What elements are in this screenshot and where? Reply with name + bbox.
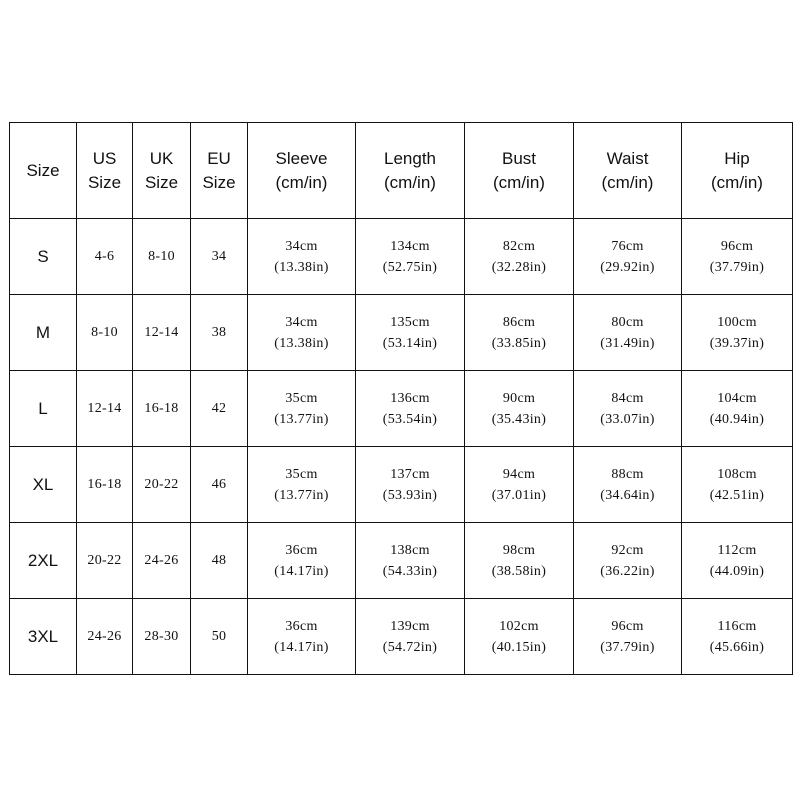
header-label: Sleeve — [275, 148, 328, 168]
hip-cell — [682, 447, 793, 523]
header-uk-size — [133, 123, 191, 219]
size-table — [9, 122, 793, 675]
in-value: (29.92in) — [600, 259, 655, 275]
sleeve-cell — [248, 295, 356, 371]
us-size-cell: 4-6 — [77, 219, 133, 295]
us-size-cell: 12-14 — [77, 371, 133, 447]
header-row — [10, 123, 793, 219]
cm-value: 76cm — [611, 238, 644, 254]
cm-value: 116cm — [717, 618, 757, 634]
size-chart — [9, 122, 792, 675]
cm-value: 98cm — [502, 542, 536, 558]
eu-size-cell: 46 — [191, 447, 248, 523]
header-label: Size — [26, 160, 60, 180]
in-value: (52.75in) — [382, 259, 438, 275]
in-value: (40.15in) — [491, 639, 547, 655]
in-value: (45.66in) — [709, 639, 765, 655]
size-cell: 2XL — [10, 523, 77, 599]
header-sublabel: Size — [202, 172, 236, 192]
eu-size-cell: 48 — [191, 523, 248, 599]
us-size-cell: 24-26 — [77, 599, 133, 675]
cm-value: 86cm — [502, 314, 536, 330]
eu-size-cell: 50 — [191, 599, 248, 675]
in-value: (37.79in) — [600, 639, 655, 655]
cm-value: 90cm — [502, 390, 536, 406]
length-cell — [356, 447, 465, 523]
in-value: (13.77in) — [274, 411, 329, 427]
header-sublabel: (cm/in) — [711, 172, 763, 192]
header-sublabel: (cm/in) — [493, 172, 545, 192]
uk-size-cell: 12-14 — [133, 295, 191, 371]
bust-cell — [465, 219, 574, 295]
in-value: (34.64in) — [600, 487, 655, 503]
uk-size-cell: 20-22 — [133, 447, 191, 523]
size-cell: 3XL — [10, 599, 77, 675]
table-row — [10, 295, 793, 371]
cm-value: 34cm — [285, 314, 318, 330]
table-row — [10, 371, 793, 447]
header-eu-size — [191, 123, 248, 219]
header-label: US — [92, 148, 117, 168]
waist-cell — [574, 447, 682, 523]
eu-size-cell: 42 — [191, 371, 248, 447]
cm-value: 34cm — [285, 238, 318, 254]
table-row — [10, 447, 793, 523]
cm-value: 84cm — [611, 390, 644, 406]
hip-cell — [682, 295, 793, 371]
in-value: (39.37in) — [709, 335, 765, 351]
in-value: (14.17in) — [274, 563, 329, 579]
header-waist — [574, 123, 682, 219]
length-cell — [356, 523, 465, 599]
length-cell — [356, 371, 465, 447]
header-label: Length — [384, 148, 436, 168]
table-body — [10, 219, 793, 675]
in-value: (33.85in) — [491, 335, 547, 351]
cm-value: 137cm — [390, 466, 430, 482]
in-value: (36.22in) — [600, 563, 655, 579]
in-value: (32.28in) — [491, 259, 547, 275]
sleeve-cell — [248, 447, 356, 523]
header-bust — [465, 123, 574, 219]
table-row — [10, 599, 793, 675]
waist-cell — [574, 219, 682, 295]
cm-value: 134cm — [390, 238, 430, 254]
waist-cell — [574, 295, 682, 371]
hip-cell — [682, 523, 793, 599]
length-cell — [356, 295, 465, 371]
table-row — [10, 523, 793, 599]
in-value: (54.72in) — [382, 639, 438, 655]
hip-cell — [682, 371, 793, 447]
header-sublabel: (cm/in) — [275, 172, 328, 192]
bust-cell — [465, 371, 574, 447]
in-value: (53.14in) — [382, 335, 438, 351]
in-value: (31.49in) — [600, 335, 655, 351]
header-length — [356, 123, 465, 219]
size-cell: M — [10, 295, 77, 371]
cm-value: 92cm — [611, 542, 644, 558]
sleeve-cell — [248, 371, 356, 447]
header-sublabel: Size — [144, 172, 179, 192]
cm-value: 112cm — [717, 542, 757, 558]
length-cell — [356, 599, 465, 675]
header-size — [10, 123, 77, 219]
sleeve-cell — [248, 599, 356, 675]
bust-cell — [465, 447, 574, 523]
cm-value: 138cm — [390, 542, 430, 558]
header-label: EU — [207, 148, 231, 168]
eu-size-cell: 34 — [191, 219, 248, 295]
length-cell — [356, 219, 465, 295]
cm-value: 80cm — [611, 314, 644, 330]
us-size-cell: 16-18 — [77, 447, 133, 523]
size-cell: XL — [10, 447, 77, 523]
header-label: UK — [149, 148, 174, 168]
header-hip — [682, 123, 793, 219]
header-sleeve — [248, 123, 356, 219]
in-value: (40.94in) — [709, 411, 765, 427]
eu-size-cell: 38 — [191, 295, 248, 371]
in-value: (33.07in) — [600, 411, 655, 427]
bust-cell — [465, 523, 574, 599]
in-value: (13.38in) — [274, 259, 329, 275]
us-size-cell: 8-10 — [77, 295, 133, 371]
cm-value: 100cm — [717, 314, 757, 330]
sleeve-cell — [248, 523, 356, 599]
header-label: Bust — [501, 148, 537, 168]
in-value: (37.79in) — [709, 259, 765, 275]
cm-value: 135cm — [390, 314, 430, 330]
in-value: (53.93in) — [382, 487, 438, 503]
cm-value: 102cm — [499, 618, 539, 634]
cm-value: 35cm — [285, 390, 318, 406]
cm-value: 139cm — [390, 618, 430, 634]
uk-size-cell: 24-26 — [133, 523, 191, 599]
header-sublabel: (cm/in) — [384, 172, 436, 192]
in-value: (38.58in) — [491, 563, 547, 579]
us-size-cell: 20-22 — [77, 523, 133, 599]
size-cell: L — [10, 371, 77, 447]
in-value: (13.77in) — [274, 487, 329, 503]
cm-value: 104cm — [717, 390, 757, 406]
cm-value: 36cm — [285, 618, 318, 634]
waist-cell — [574, 523, 682, 599]
header-label: Waist — [606, 148, 649, 168]
cm-value: 136cm — [390, 390, 430, 406]
cm-value: 88cm — [611, 466, 644, 482]
in-value: (54.33in) — [382, 563, 438, 579]
header-sublabel: (cm/in) — [601, 172, 654, 192]
uk-size-cell: 16-18 — [133, 371, 191, 447]
cm-value: 36cm — [285, 542, 318, 558]
header-sublabel: Size — [87, 172, 122, 192]
in-value: (37.01in) — [491, 487, 547, 503]
sleeve-cell — [248, 219, 356, 295]
size-cell: S — [10, 219, 77, 295]
header-label: Hip — [724, 148, 750, 168]
uk-size-cell: 8-10 — [133, 219, 191, 295]
in-value: (44.09in) — [709, 563, 765, 579]
cm-value: 82cm — [502, 238, 536, 254]
waist-cell — [574, 371, 682, 447]
cm-value: 108cm — [717, 466, 757, 482]
hip-cell — [682, 599, 793, 675]
bust-cell — [465, 599, 574, 675]
in-value: (42.51in) — [709, 487, 765, 503]
cm-value: 96cm — [611, 618, 644, 634]
cm-value: 35cm — [285, 466, 318, 482]
hip-cell — [682, 219, 793, 295]
cm-value: 94cm — [502, 466, 536, 482]
in-value: (53.54in) — [382, 411, 438, 427]
bust-cell — [465, 295, 574, 371]
waist-cell — [574, 599, 682, 675]
cm-value: 96cm — [720, 238, 754, 254]
header-us-size — [77, 123, 133, 219]
in-value: (13.38in) — [274, 335, 329, 351]
uk-size-cell: 28-30 — [133, 599, 191, 675]
in-value: (14.17in) — [274, 639, 329, 655]
in-value: (35.43in) — [491, 411, 547, 427]
table-row — [10, 219, 793, 295]
